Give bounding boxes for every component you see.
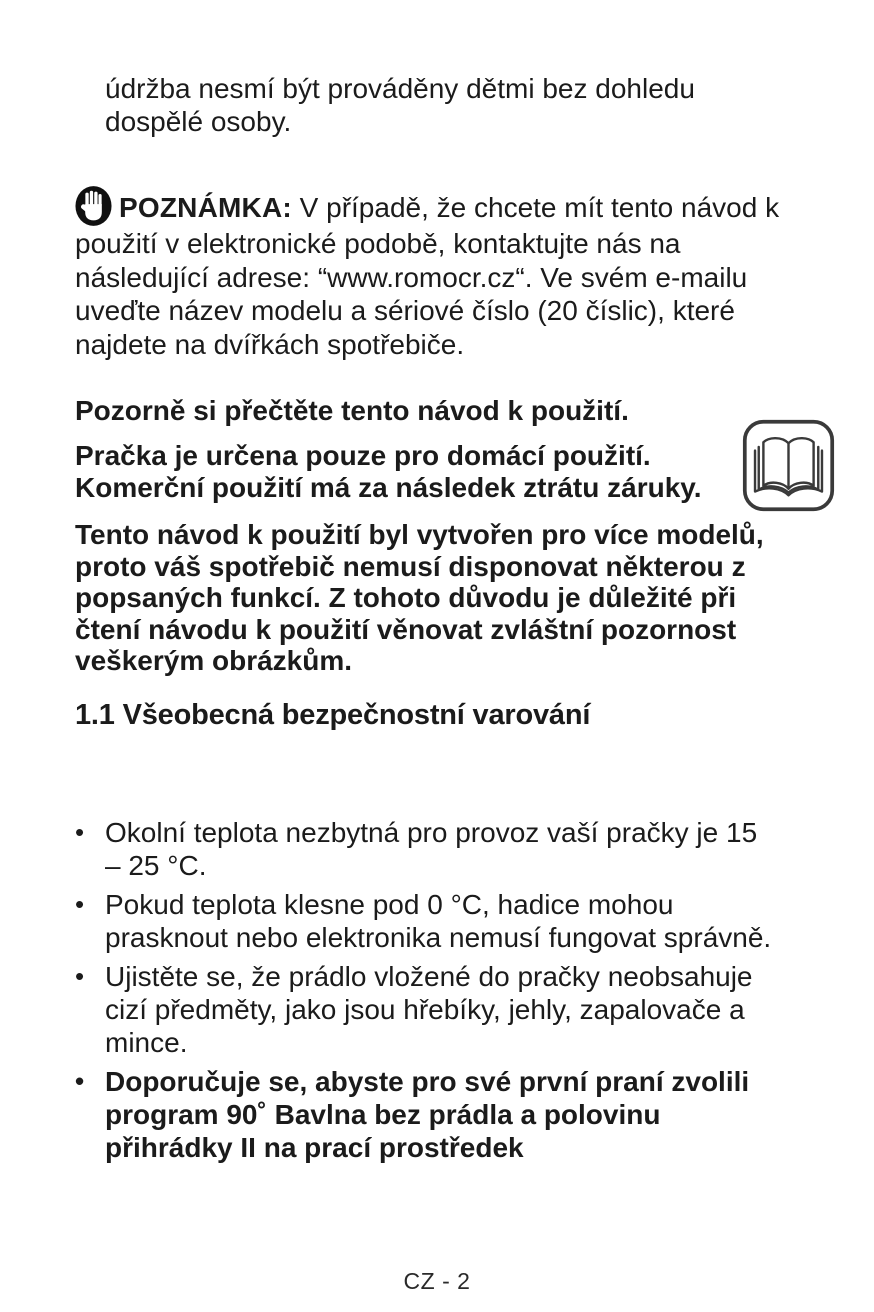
note-paragraph (75, 185, 785, 361)
list-item-freezing-risk (75, 888, 775, 954)
safety-warning-list (75, 816, 775, 1164)
paragraph-domestic-use: Pračka je určena pouze pro domácí použití. Komerční použití má za následek ztrátu záruky. (75, 440, 702, 503)
bullet-icon: • (75, 888, 85, 919)
bullet-icon: • (75, 960, 85, 991)
note-text: V případě, že chcete mít tento návod k použití v elektronické podobě, kontaktujte nás na následující adrese: “www.romocr.cz“. Ve svém e-mailu uveďte název modelu a sériové číslo (20 číslic), které najdete na dvířkách spotřebiče. (75, 192, 780, 360)
section-heading: 1.1 Všeobecná bezpečnostní varování (75, 698, 591, 731)
bullet-icon: • (75, 816, 85, 847)
list-item-first-wash (75, 1065, 775, 1164)
list-item-text: Doporučuje se, abyste pro své první praní zvolili program 90˚ Bavlna bez prádla a polovinu přihrádky II na prací prostředek (105, 1065, 750, 1163)
paragraph-continuation: údržba nesmí být prováděny dětmi bez dohledu dospělé osoby. (105, 73, 695, 137)
bullet-icon: • (75, 1065, 85, 1096)
hand-stop-icon (75, 185, 112, 227)
list-item-text: Ujistěte se, že prádlo vložené do pračky neobsahuje cizí předměty, jako jsou hřebíky, jehly, zapalovače a mince. (105, 960, 753, 1058)
list-item-text: Pokud teplota klesne pod 0 °C, hadice mohou prasknout nebo elektronika nemusí fungovat správně. (105, 888, 772, 953)
paragraph-read-manual: Pozorně si přečtěte tento návod k použití. (75, 395, 629, 426)
list-item-text: Okolní teplota nezbytná pro provoz vaší pračky je 15 – 25 °C. (105, 816, 758, 881)
list-item-foreign-objects (75, 960, 775, 1059)
page-number: CZ - 2 (403, 1268, 471, 1294)
list-item-ambient-temperature (75, 816, 775, 882)
open-book-icon (742, 419, 835, 512)
paragraph-multiple-models: Tento návod k použití byl vytvořen pro více modelů, proto váš spotřebič nemusí disponovat některou z popsaných funkcí. Z tohoto důvodu je důležité při čtení návodu k použití věnovat zvláštní pozornost veškerým obrázkům. (75, 519, 764, 676)
manual-page (0, 72, 874, 1312)
note-label: POZNÁMKA: (119, 192, 292, 223)
